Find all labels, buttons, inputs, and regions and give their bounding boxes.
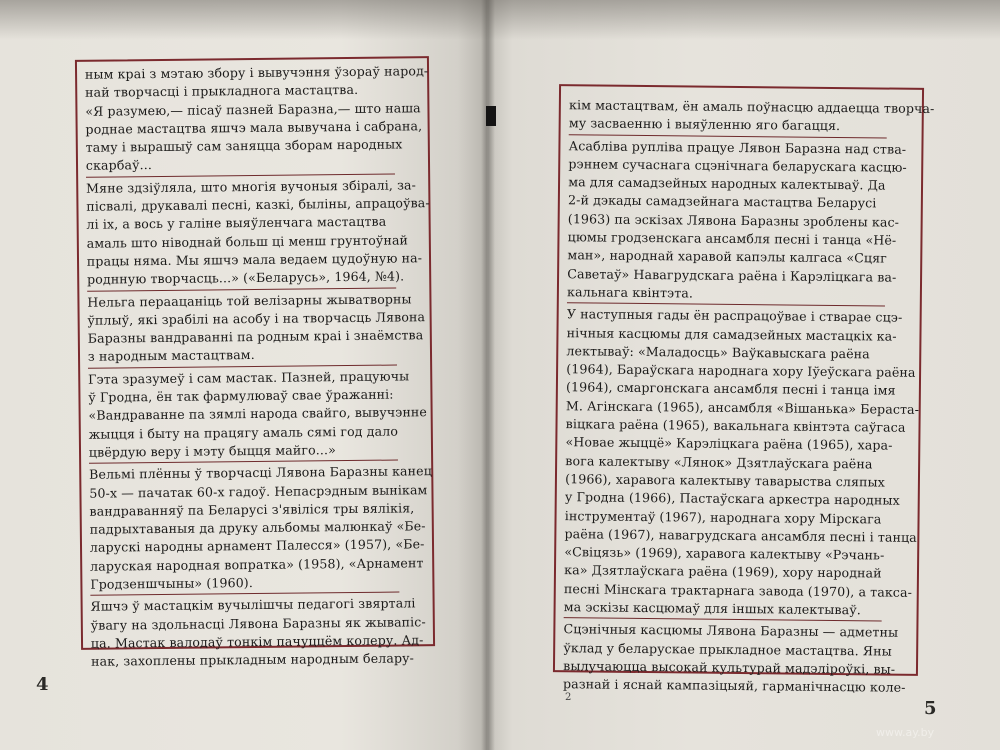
right-text-line: (1963) па эскізах Лявона Баразны зроблены кас- [567, 210, 900, 230]
left-text-line: Нельга пераацаніць той велізарны жыватворны [87, 290, 412, 310]
left-text-line: ўплыў, які зрабілі на асобу і на творчасць Лявона [87, 309, 426, 328]
left-page-text [84, 62, 432, 671]
right-text-line: Асабліва руплiва працуе Лявон Баразна над ства- [568, 137, 907, 157]
left-text-line: ца. Мастак валодаў тонкім пачуццём колеру. Ад- [90, 632, 424, 651]
right-text-line: Саветаў» Навагрудскага раёна і Карэліцкага ва- [567, 265, 897, 285]
right-text-line: раёна (1967), навагрудскага ансамбля песні і танца [564, 526, 917, 545]
right-text-line: вога калектыву «Лянок» Дзятлаўскага раёна [565, 452, 873, 472]
left-text-line: ларуская народная вопратка» (1958), «Арнамент [89, 554, 424, 574]
left-text-line: жыцця і быту на працягу амаль сямі год дало [88, 423, 399, 442]
right-text-line: вылучаюцца высокай культурай мадэліроўкі, вы- [563, 658, 896, 677]
left-text-line: Баразны вандраванні па родным краі і знаёмства [87, 327, 424, 346]
site-watermark: www.ay.by [876, 726, 935, 739]
right-text-line: у Гродна (1966), Пастаўскага аркестра народных [564, 489, 900, 508]
left-text-line: роднную творчасць...» («Беларусь», 1964, №4). [86, 268, 405, 288]
right-text-line: інструментаў (1967), народнага хору Мірскага [564, 507, 882, 527]
right-text-line: нічныя касцюмы для самадзейных мастацкіх ка- [566, 324, 897, 344]
right-page-number: 5 [924, 698, 937, 719]
right-text-line: ма для самадзейных народных калектываў. Да [568, 174, 886, 193]
top-shadow [0, 0, 1000, 40]
left-text-line: лі іх, а вось у галіне выяўленчага мастацтва [86, 214, 387, 233]
left-text-line: цвёрдую веру і мэту быцця майго...» [88, 442, 336, 460]
left-text-line: 50-х — пачатак 60-х гадоў. Непасрэдным вынікам [89, 481, 428, 501]
left-text-line: Яшчэ ў мастацкім вучылішчы педагогі звярталі [90, 595, 416, 615]
left-text-line: ў Гродна, ён так фармулюваў свае ўражанні: [88, 386, 394, 405]
left-text-line: роднае мастацтва яшчэ мала вывучана і сабрана, [85, 118, 423, 137]
left-text-line: скарбаў... [85, 157, 152, 174]
right-text-line: ма эскізы касцюмаў для іншых калектываў. [563, 599, 861, 618]
right-text-line: ман», народнай харавой капэлы калгаса «Сцяг [567, 247, 887, 266]
left-text-line: вандраванняў па Беларусі з'явіліся тры вялікія, [89, 500, 415, 519]
left-page-number: 4 [36, 674, 49, 695]
left-text-line: нак, захоплены прыкладным народным белару- [90, 650, 415, 669]
left-text-line: Мяне здзіўляла, што многія вучоныя збіралі, за- [86, 177, 417, 196]
right-text-line: «Новае жыццё» Карэліцкага раёна (1965), хара- [565, 434, 893, 453]
right-text-line: му засваенню і выяўленню яго багацця. [568, 115, 841, 134]
left-text-line: працы няма. Мы яшчэ мала ведаем цудоўную на- [86, 250, 423, 269]
bookmark-tab [486, 106, 496, 126]
right-text-line: (1964), Бараўскага народнага хору Іўеўскага раёна [566, 361, 916, 381]
left-text-line: ларускі народны арнамент Палесся» (1957), «Бе- [89, 536, 425, 556]
right-text-line: 2-й дэкады самадзейнага мастацтва Беларусі [567, 192, 877, 211]
right-text-line: У наступныя гады ён распрацоўвае і стварае сцэ- [566, 306, 903, 325]
right-text-line: цюмы гродзенскага ансамбля песні і танца «Нё- [567, 229, 897, 248]
right-text-line: «Свіцязь» (1969), харавога калектыву «Рэчань- [564, 544, 885, 563]
right-text-line: Сцэнічныя касцюмы Лявона Баразны — адметны [563, 621, 899, 640]
left-text-line: «Вандраванне па зямлі народа свайго, вывучэнне [88, 404, 428, 424]
right-text-line: рэннем сучаснага сцэнічнага беларускага касцю- [568, 156, 907, 175]
left-text-line: «Я разумею,— пісаў пазней Баразна,— што наша [85, 99, 421, 119]
left-text-line: падрыхтаваныя да друку альбомы малюнкаў «Бе- [89, 518, 426, 537]
left-text-line: ўвагу на здольнасці Лявона Баразны як жывапіс- [90, 613, 426, 633]
left-text-line: таму і вырашыў сам заняцца зборам народных [85, 136, 403, 155]
right-page-text [562, 96, 935, 697]
right-text-line: М. Агінскага (1965), ансамбля «Вішанька» Бераста- [565, 397, 920, 417]
left-text-line: най творчасці і прыкладнога мастацтва. [85, 82, 359, 101]
right-text-line: лектываў: «Маладосць» Ваўкавыскага раёна [566, 343, 870, 362]
right-text-line: ка» Дзятлаўскага раёна (1969), хору народнай [564, 562, 882, 581]
left-text-line: Вельмі плённы ў творчасці Лявона Баразны канец [89, 463, 432, 482]
right-text-line: кальнага квінтэта. [567, 284, 694, 301]
right-text-line: віцкага раёна (1965), вакальнага квінтэта саўгаса [565, 416, 906, 435]
left-text-line: ным краі з мэтаю збору і вывучэння ўзораў народ- [84, 63, 429, 82]
left-text-line: з народным мастацтвам. [87, 347, 255, 365]
left-text-line: пісвалі, друкавалі песні, казкі, быліны, апрацоўва- [86, 195, 430, 214]
right-text-line: разнай і яснай кампазіцыяй, гарманічнасцю коле- [562, 676, 906, 695]
left-text-line: Гэта зразумеў і сам мастак. Пазней, працуючы [88, 368, 410, 387]
right-text-line: кім мастацтвам, ён амаль поўнасцю аддаецца творча- [568, 97, 935, 117]
signature-mark: 2 [565, 692, 572, 703]
left-text-line: Гродзеншчыны» (1960). [90, 575, 253, 592]
right-text-line: (1964), смаргонскага ансамбля песні і танца імя [566, 379, 896, 399]
right-text-line: ўклад у беларускае прыкладное мастацтва. Яны [563, 639, 892, 659]
right-text-line: песні Мінскага трактарнага завода (1970), а такса- [563, 580, 913, 600]
left-text-line: амаль што ніводнай больш ці менш грунтоўнай [86, 232, 409, 251]
right-text-line: (1966), харавога калектыву таварыства сляпых [565, 471, 885, 490]
